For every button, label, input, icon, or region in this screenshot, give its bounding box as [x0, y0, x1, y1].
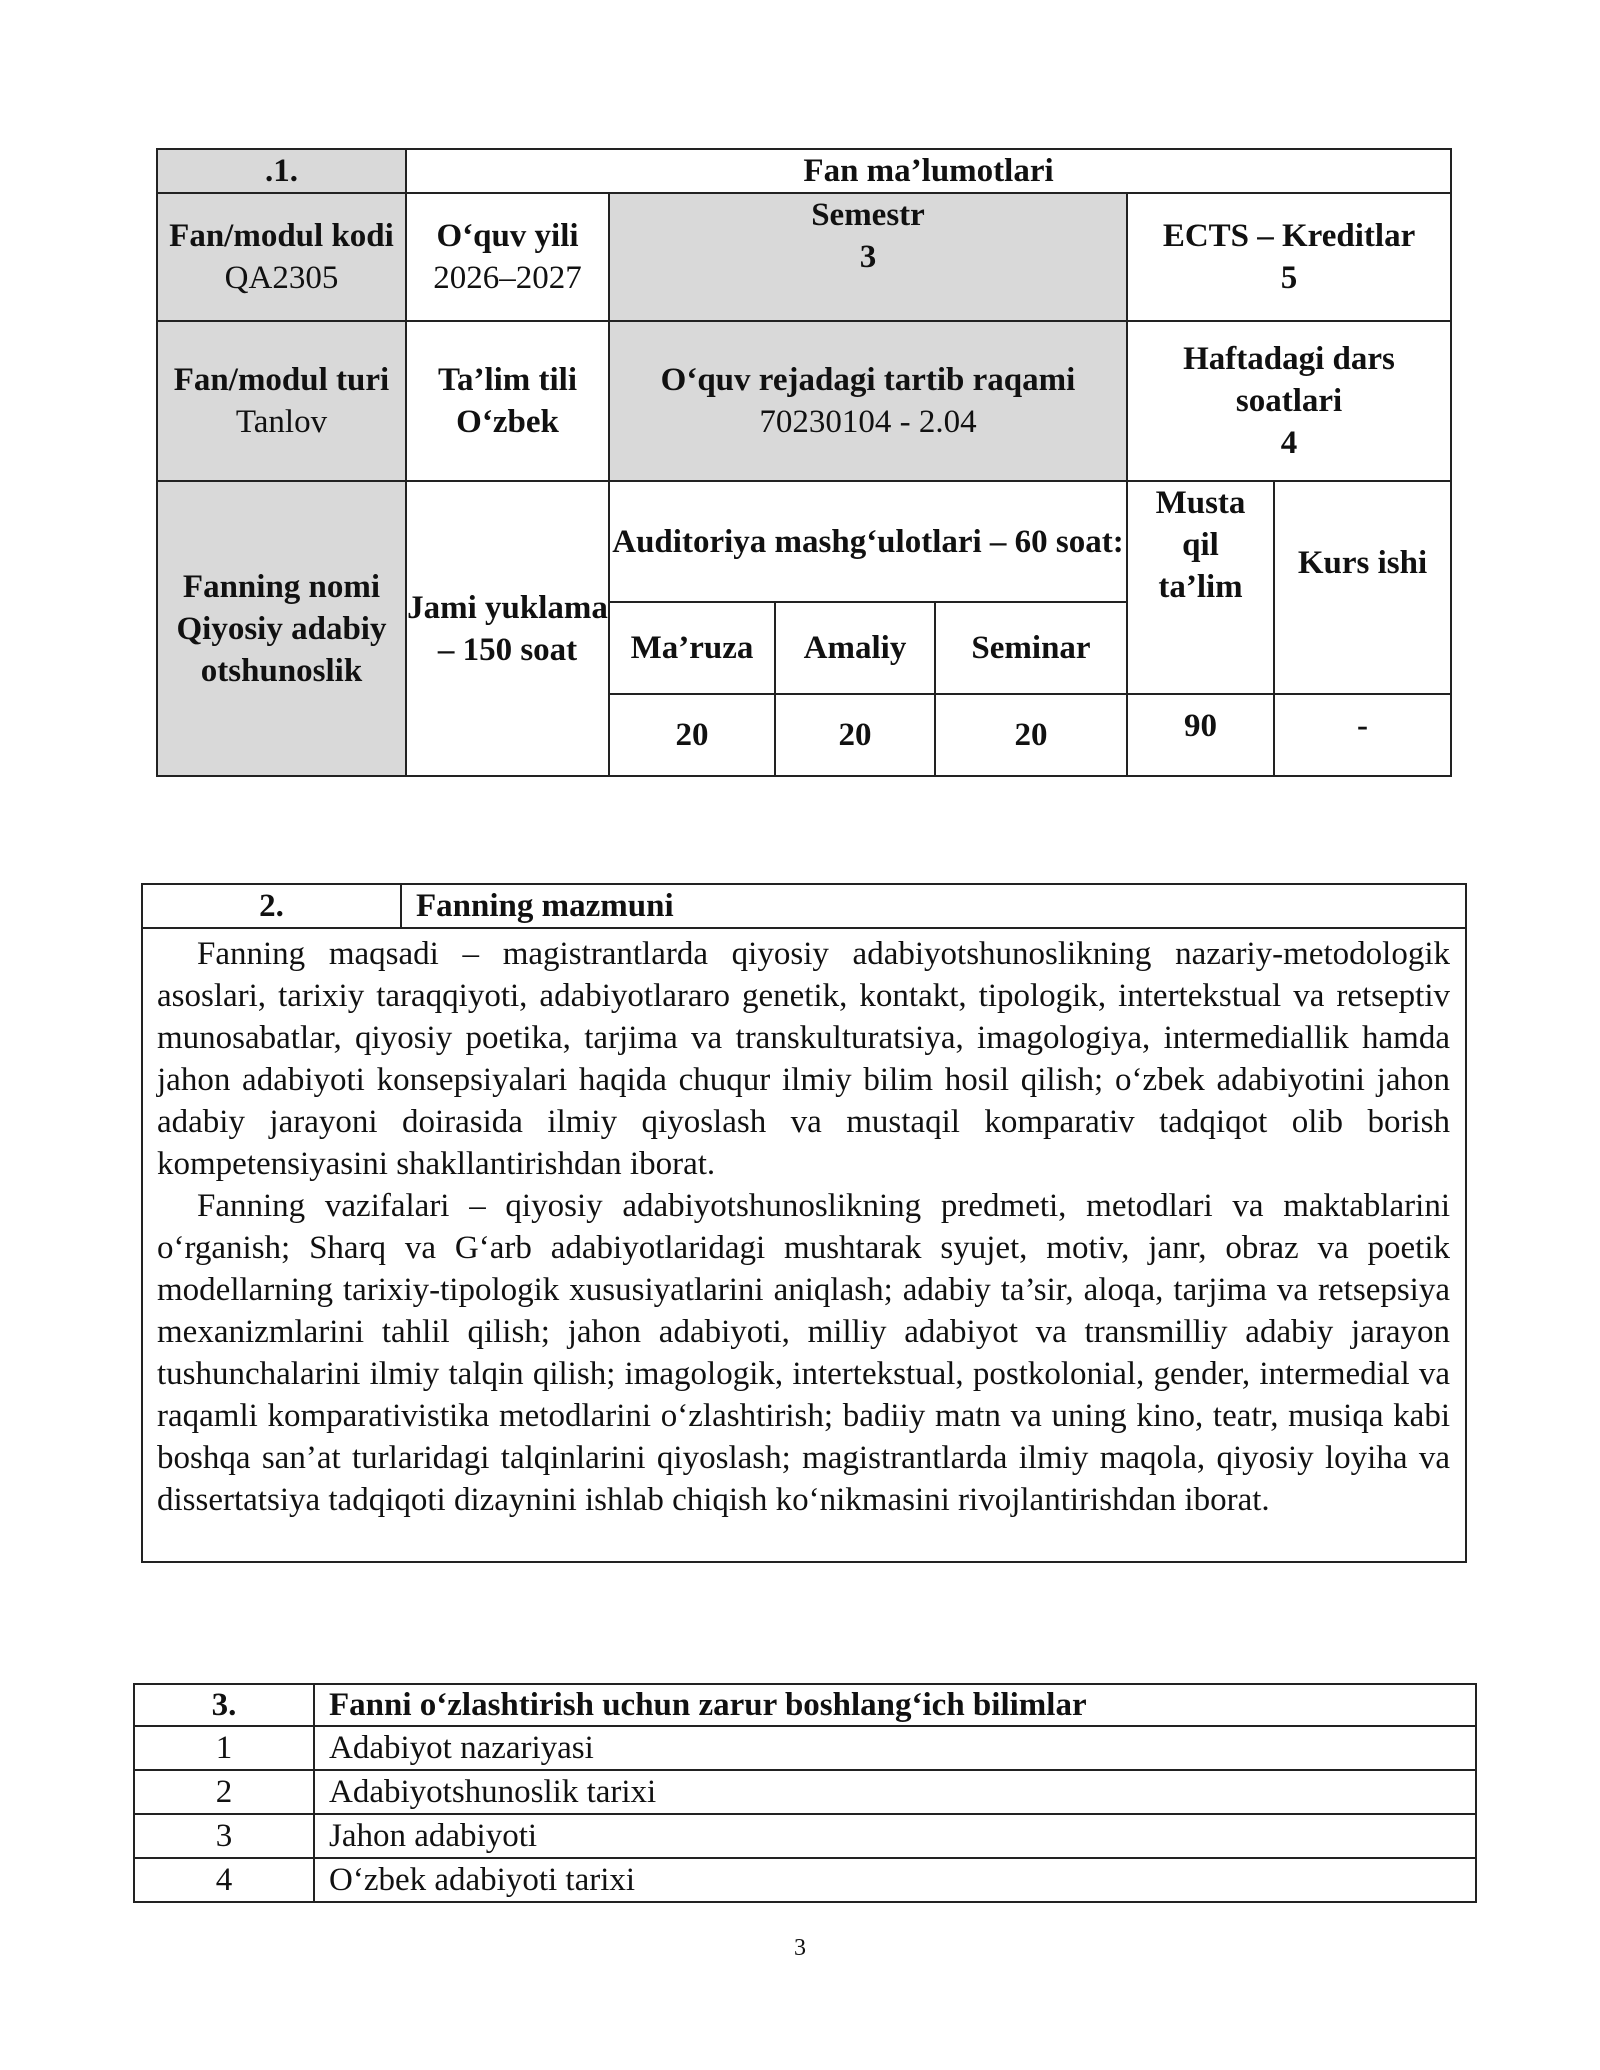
page-number: 3	[794, 1935, 806, 1961]
semester-cell	[609, 193, 1127, 321]
type-cell	[157, 321, 406, 481]
practical-label-cell	[775, 602, 935, 694]
practical-hours: 20	[838, 717, 872, 753]
seminar-label-cell	[935, 602, 1127, 694]
lecture-label: Ma’ruza	[630, 630, 754, 666]
language-value: O‘zbek	[456, 404, 559, 440]
lecture-label-cell	[609, 602, 775, 694]
independent-label-cell	[1127, 481, 1274, 694]
coursework-value-cell	[1274, 694, 1451, 776]
total-load-label: Jami yuklama – 150 soat	[407, 589, 608, 668]
table-row	[134, 1770, 1476, 1814]
course-name-cell	[157, 481, 406, 776]
row-number: 3	[134, 1814, 314, 1858]
prerequisites-table	[133, 1683, 1477, 1903]
row-number: 1	[134, 1726, 314, 1770]
course-content-table	[141, 883, 1467, 1563]
coursework-label-cell	[1274, 481, 1451, 694]
lecture-hours-cell	[609, 694, 775, 776]
independent-label: Musta qil ta’lim	[1155, 485, 1246, 605]
plan-number-label: O‘quv rejadagi tartib raqami	[660, 362, 1076, 398]
section3-title: Fanni o‘zlashtirish uchun zarur boshlang‘ich bilimlar	[314, 1684, 1476, 1726]
weekly-hours-label: Haftadagi dars soatlari	[1183, 341, 1395, 419]
code-cell	[157, 193, 406, 321]
year-value: 2026–2027	[433, 260, 582, 296]
year-label: O‘quv yili	[436, 218, 579, 254]
independent-hours: 90	[1184, 708, 1217, 744]
coursework-label: Kurs ishi	[1297, 545, 1428, 581]
plan-number-value: 70230104 - 2.04	[759, 404, 977, 440]
seminar-hours: 20	[1014, 717, 1048, 753]
independent-hours-cell	[1127, 694, 1274, 776]
section2-number: 2.	[142, 884, 401, 928]
row-text: O‘zbek adabiyoti tarixi	[314, 1858, 1476, 1902]
table-row	[134, 1726, 1476, 1770]
course-name-value: Qiyosiy adabiyotshunoslik	[176, 610, 387, 689]
practical-hours-cell	[775, 694, 935, 776]
plan-number-cell	[609, 321, 1127, 481]
weekly-hours-cell	[1127, 321, 1451, 481]
section1-number: .1.	[157, 149, 406, 193]
row-number: 4	[134, 1858, 314, 1902]
weekly-hours-value: 4	[1280, 425, 1298, 461]
row-text: Adabiyot nazariyasi	[314, 1726, 1476, 1770]
language-label: Ta’lim tili	[437, 362, 578, 398]
auditorium-cell	[609, 481, 1127, 602]
course-info-table	[156, 148, 1452, 777]
coursework-value: -	[1357, 708, 1369, 744]
ects-cell	[1127, 193, 1451, 321]
row-number: 2	[134, 1770, 314, 1814]
section1-title: Fan ma’lumotlari	[406, 149, 1451, 193]
ects-value: 5	[1280, 260, 1298, 296]
type-value: Tanlov	[235, 404, 328, 440]
year-cell	[406, 193, 609, 321]
type-label: Fan/modul turi	[173, 362, 390, 398]
course-tasks-paragraph: Fanning vazifalari – qiyosiy adabiyotshunoslikning predmeti, metodlari va maktablarini o‘rganish; Sharq va G‘arb adabiyotlaridagi mushtarak syujet, motiv, janr, obraz va poetik modellarning tarixiy-tipologik xususiyatlarini aniqlash; adabiy ta’sir, aloqa, tarjima va retsepsiya mexanizmlarini tahlil qilish; jahon adabiyoti, milliy adabiyot va transmilliy adabiy jarayon tushunchalarini ilmiy talqin qilish; imagologik, intertekstual, postkolonial, gender, intermedial va raqamli komparativistika metodlarini o‘zlashtirish; badiiy matn va uning kino, teatr, musiqa kabi boshqa san’at turlaridagi talqinlarini qiyoslash; magistrantlarda ilmiy maqola, qiyosiy loyiha va dissertatsiya tadqiqoti dizaynini ishlab chiqish ko‘nikmasini rivojlantirishdan iborat.	[157, 1188, 1450, 1518]
auditorium-label: Auditoriya mashg‘ulotlari – 60 soat:	[612, 523, 1124, 560]
language-cell	[406, 321, 609, 481]
seminar-hours-cell	[935, 694, 1127, 776]
row-text: Adabiyotshunoslik tarixi	[314, 1770, 1476, 1814]
code-label: Fan/modul kodi	[169, 218, 394, 254]
ects-label: ECTS – Kreditlar	[1162, 218, 1416, 254]
course-aim-paragraph: Fanning maqsadi – magistrantlarda qiyosiy adabiyotshunoslikning nazariy-metodologik asoslari, tarixiy taraqqiyoti, adabiyotlararo genetik, kontakt, tipologik, intertekstual va retseptiv munosabatlar, qiyosiy poetika, tarjima va transkulturatsiya, imagologiya, intermediallik hamda jahon adabiyoti konsepsiyalari haqida chuqur ilmiy bilim hosil qilish; o‘zbek adabiyotini jahon adabiy jarayoni doirasida ilmiy qiyoslash va mustaqil komparativ tadqiqot olib borish kompetensiyasini shakllantirishdan iborat.	[157, 936, 1450, 1182]
course-content-body	[142, 928, 1466, 1562]
lecture-hours: 20	[675, 717, 709, 753]
total-load-cell	[406, 481, 609, 776]
code-value: QA2305	[224, 260, 339, 296]
practical-label: Amaliy	[803, 630, 907, 666]
row-text: Jahon adabiyoti	[314, 1814, 1476, 1858]
seminar-label: Seminar	[971, 630, 1091, 666]
course-name-label: Fanning nomi	[182, 568, 381, 605]
table-row	[134, 1858, 1476, 1902]
table-row	[134, 1814, 1476, 1858]
semester-value: 3	[859, 239, 877, 275]
section3-number: 3.	[134, 1684, 314, 1726]
section2-title: Fanning mazmuni	[401, 884, 1466, 928]
semester-label: Semestr	[811, 197, 925, 233]
